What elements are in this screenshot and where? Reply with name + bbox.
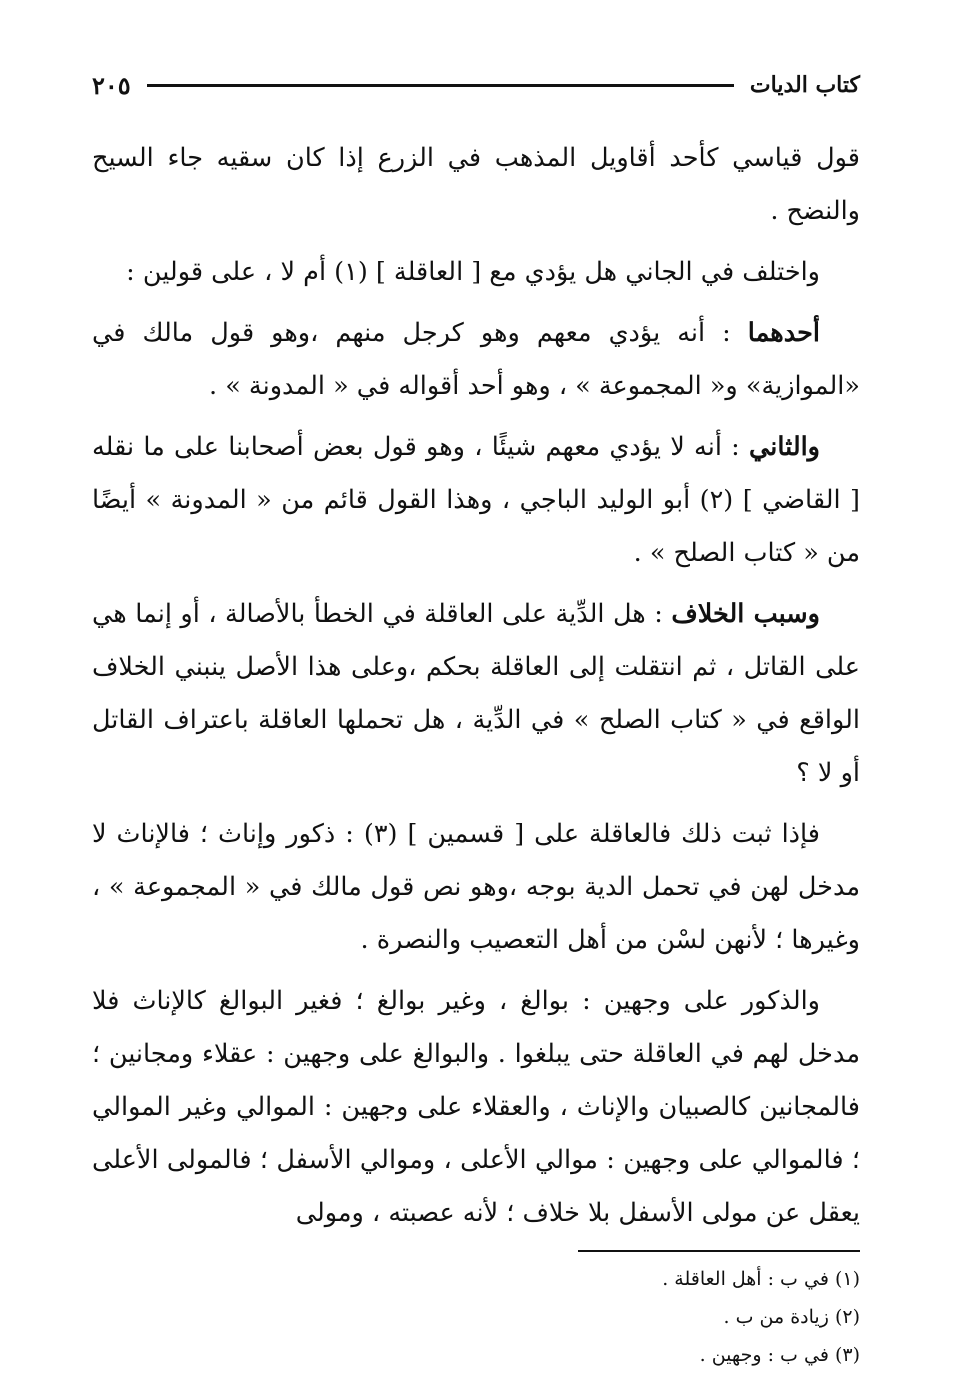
paragraph-4-label: والثاني (749, 432, 820, 462)
paragraph-5-text: : هل الدِّية على العاقلة في الخطأ بالأصالة ، أو إنما هي على القاتل ، ثم انتقلت إلى العاقلة بحكم ،وعلى هذا الأصل ينبني الخلاف الواقع في « كتاب الصلح » في الدِّية ، هل تحملها العاقلة باعتراف القاتل أو لا ؟ (92, 599, 860, 788)
running-header (92, 60, 860, 110)
footnote-2: (٢) زيادة من ب . (723, 1306, 860, 1328)
paragraph-5-label: وسبب الخلاف (671, 599, 820, 629)
footnotes (92, 1260, 860, 1374)
paragraph-6: فإذا ثبت ذلك فالعاقلة على [ قسمين ] (٣) : ذكور وإناث ؛ فالإناث لا مدخل لهن في تحمل الدية بوجه ،وهو نص قول مالك في « المجموعة » ، وغيرها ؛ لأنهن لسْن من أهل التعصيب والنصرة . (92, 819, 860, 955)
paragraph-3 (92, 307, 860, 413)
footnote-rule (578, 1250, 860, 1252)
header-rule (147, 84, 734, 87)
paragraph-3-label: أحدهما (747, 318, 820, 348)
main-text (92, 132, 860, 1240)
paragraph-4 (92, 421, 860, 580)
paragraph-7: والذكور على وجهين : بوالغ ، وغير بوالغ ؛ فغير البوالغ كالإناث فلا مدخل لهم في العاقلة حتى يبلغوا . والبوالغ على وجهين : عقلاء ومجانين ؛ فالمجانين كالصبيان والإناث ، والعقلاء على وجهين : الموالي وغير الموالي ؛ فالموالي على وجهين : موالي الأعلى ، وموالي الأسفل ؛ فالمولى الأعلى يعقل عن مولى الأسفل بلا خلاف ؛ لأنه عصبته ، ومولى (92, 986, 860, 1228)
footnote-1: (١) في ب : أهل العاقلة . (662, 1268, 860, 1290)
paragraph-5 (92, 588, 860, 800)
paragraph-3-text: : أنه يؤدي معهم وهو كرجل منهم ،وهو قول مالك في «الموازية» و« المجموعة » ، وهو أحد أقواله في « المدونة » . (92, 318, 860, 401)
chapter-title: كتاب الديات (749, 72, 860, 98)
paragraph-2: واختلف في الجاني هل يؤدي مع [ العاقلة ] (١) أم لا ، على قولين : (126, 257, 820, 287)
paragraph-4-text: : أنه لا يؤدي معهم شيئًا ، وهو قول بعض أصحابنا على ما نقله [ القاضي ] (٢) أبو الوليد الباجي ، وهذا القول قائم من « المدونة » أيضًا من « كتاب الصلح » . (92, 432, 861, 568)
page-number: ٢٠٥ (92, 70, 131, 100)
book-page (92, 60, 860, 1374)
footnote-3: (٣) في ب : وجهين . (699, 1344, 860, 1366)
paragraph-1: قول قياسي كأحد أقاويل المذهب في الزرع إذا كان سقيه جاء السيح والنضح . (92, 143, 860, 226)
